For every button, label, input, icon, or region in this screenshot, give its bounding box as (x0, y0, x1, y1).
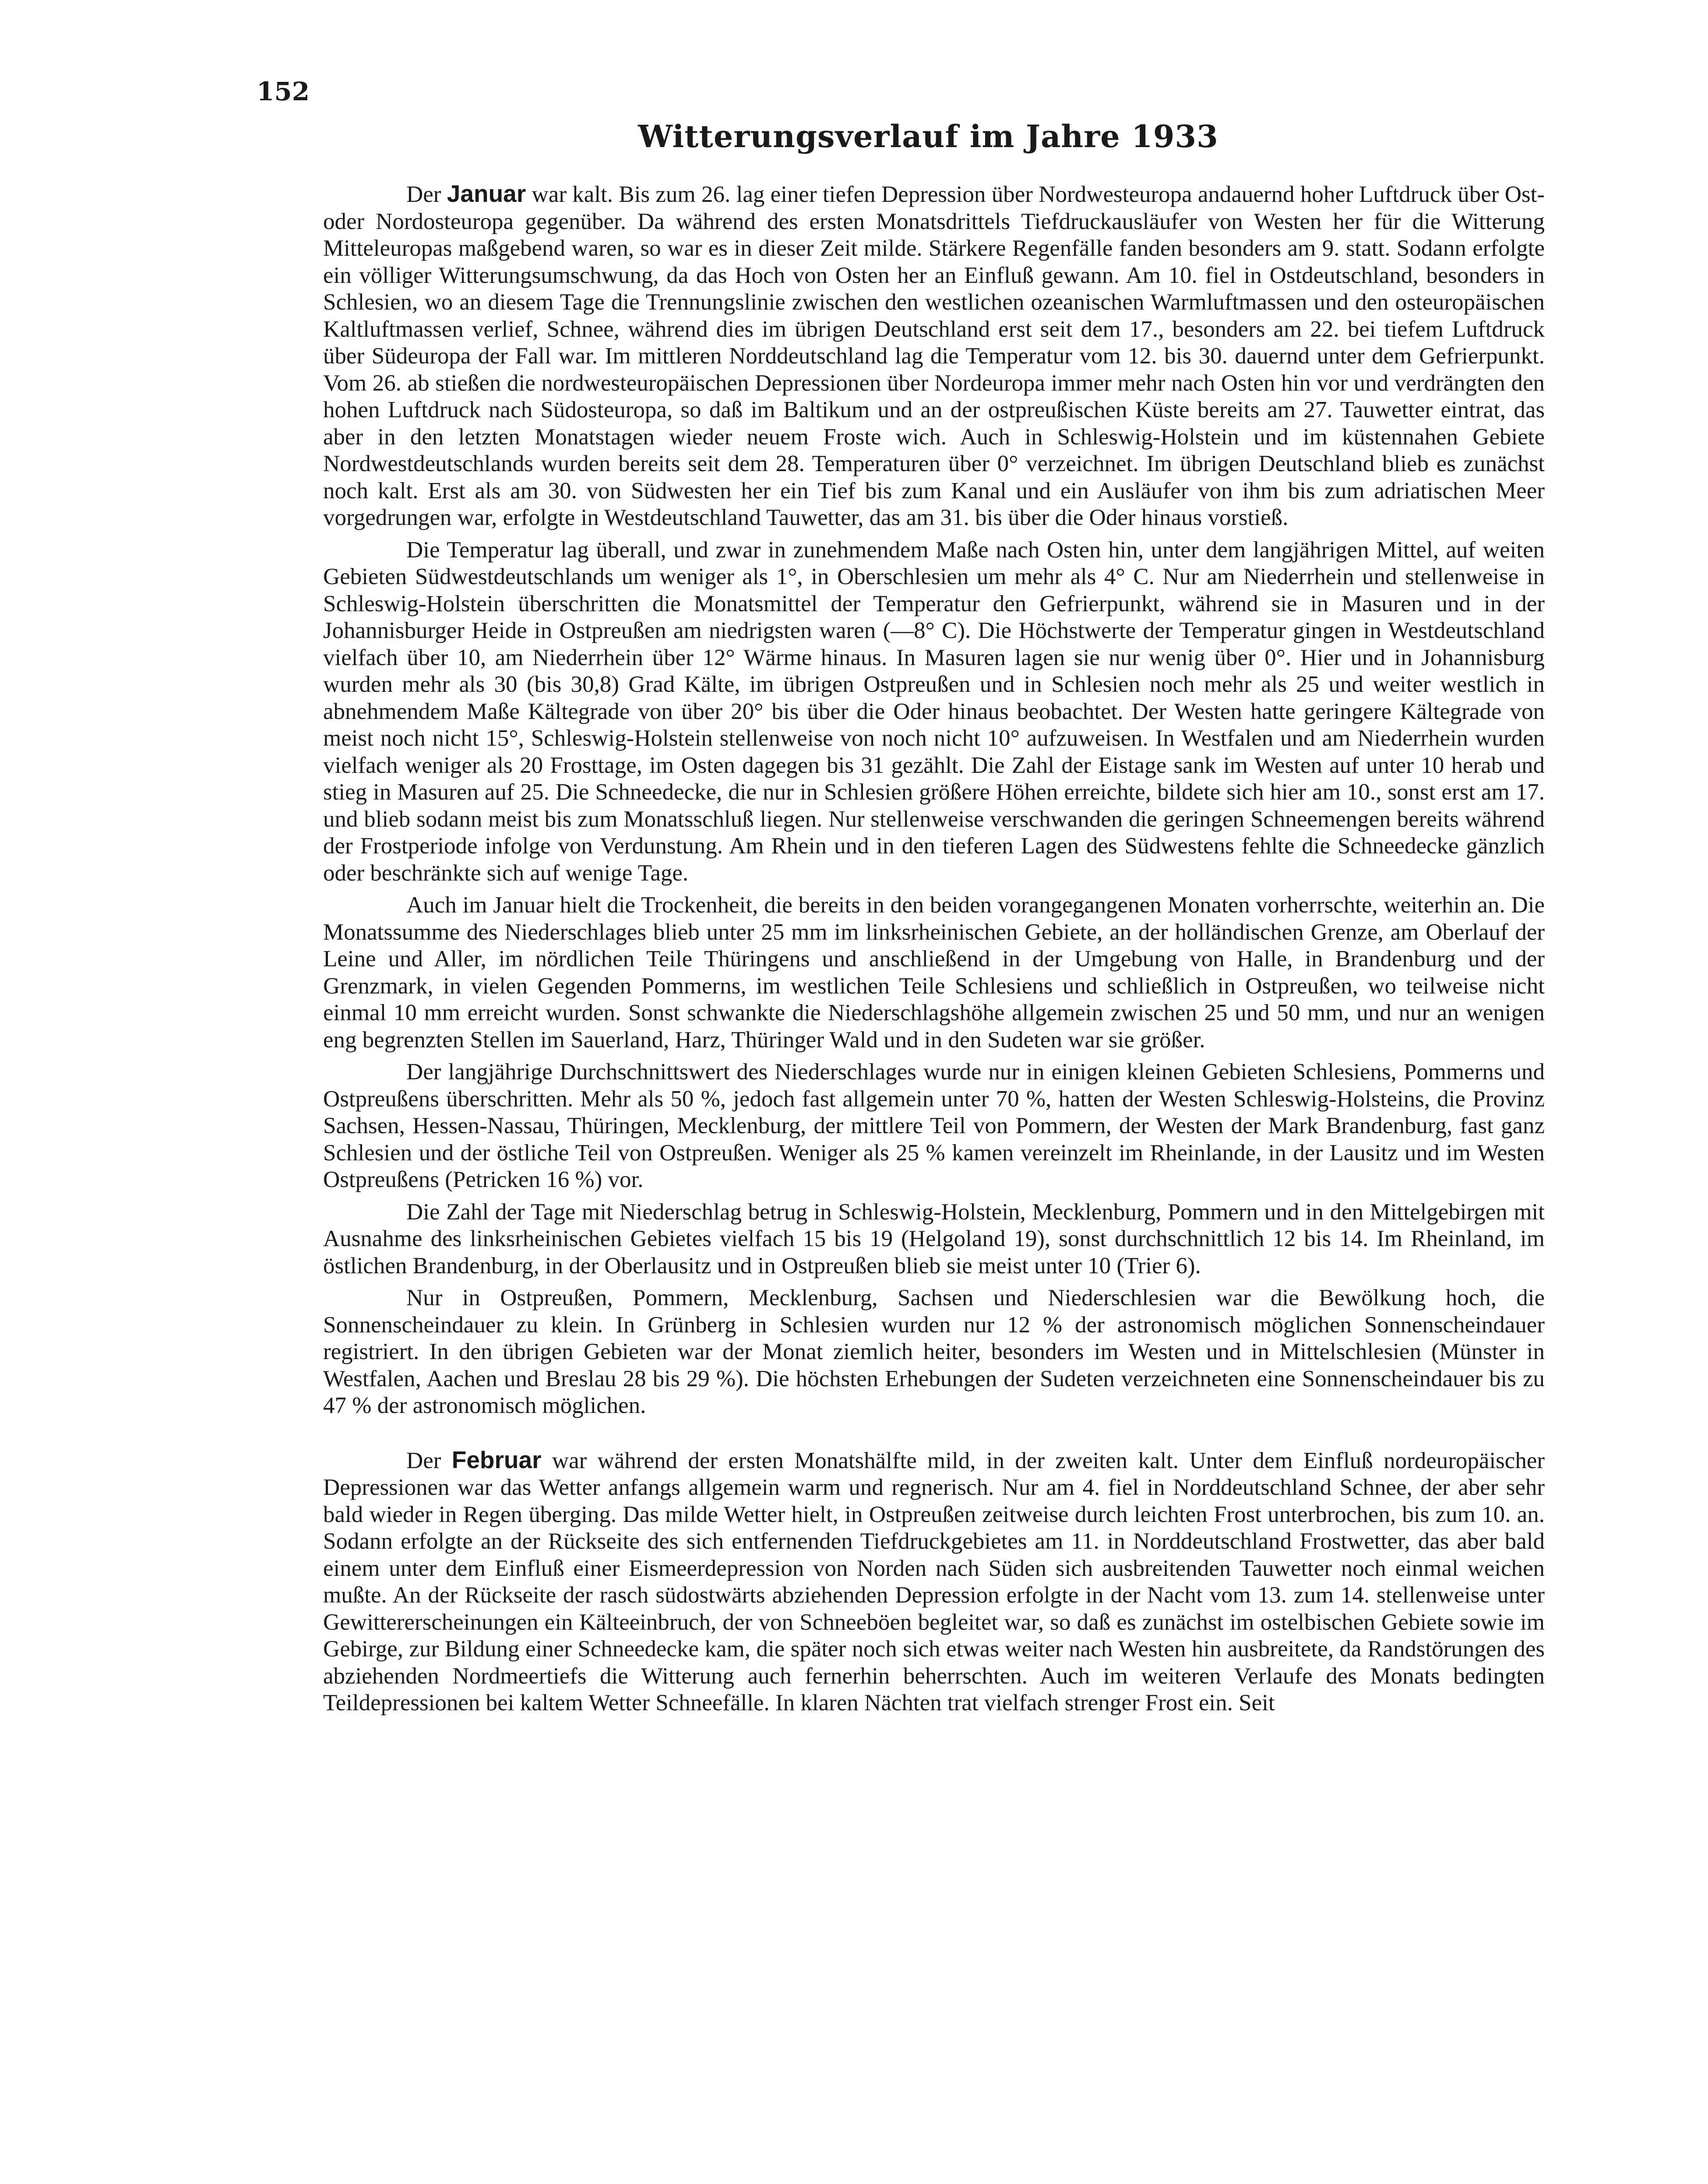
paragraph-januar-3: Auch im Januar hielt die Trockenheit, die bereits in den beiden vorangegangenen Monaten vorherrschte, weiterhin an. Die Monatssumme des Niederschlages blieb unter 25 mm im linksrheinischen Gebiete, an der holländischen Grenze, am Oberlauf der Leine und Aller, im nördlichen Teile Thüringens und anschließend in der Umgebung von Halle, in Brandenburg und der Grenzmark, in vielen Gegenden Pommerns, im westlichen Teile Schlesiens und schließlich in Ostpreußen, wo teilweise nicht einmal 10 mm erreicht wurden. Sonst schwankte die Niederschlagshöhe allgemein zwischen 25 und 50 mm, und nur an wenigen eng begrenzten Stellen im Sauerland, Harz, Thüringer Wald und in den Sudeten war sie größer. (323, 892, 1545, 1053)
paragraph-lead: Der (406, 1448, 452, 1473)
paragraph-februar-1 (323, 1447, 1545, 1717)
paragraph-januar-6: Nur in Ostpreußen, Pommern, Mecklenburg, Sachsen und Niederschlesien war die Bewölkung hoch, die Sonnenscheindauer zu klein. In Grünberg in Schlesien wurden nur 12 % der astronomisch möglichen Sonnenscheindauer registriert. In den übrigen Gebieten war der Monat ziemlich heiter, besonders im Westen und in Mittelschlesien (Münster in Westfalen, Aachen und Breslau 28 bis 29 %). Die höchsten Erhebungen der Sudeten verzeichneten eine Sonnenscheindauer bis zu 47 % der astronomisch möglichen. (323, 1285, 1545, 1418)
article-body (323, 180, 1545, 1722)
paragraph-januar-1 (323, 180, 1545, 532)
page-title: Witterungsverlauf im Jahre 1933 (638, 118, 1218, 155)
paragraph-text: war während der ersten Monatshälfte mild, in der zweiten kalt. Unter dem Einfluß nordeuropäischer Depressionen war das Wetter anfangs allgemein warm und regnerisch. Nur am 4. fiel in Norddeutschland Schnee, der aber sehr bald wieder in Regen überging. Das milde Wetter hielt, in Ostpreußen zeitweise durch leichten Frost unterbrochen, bis zum 10. an. Sodann erfolgte an der Rückseite des sich entfernenden Tiefdruckgebietes am 11. in Norddeutschland Frostwetter, das aber bald einem unter dem Einfluß einer Eismeerdepression von Norden nach Süden sich ausbreitenden Tauwetter noch einmal weichen mußte. An der Rückseite der rasch südostwärts abziehenden Depression erfolgte in der Nacht vom 13. zum 14. stellenweise unter Gewittererscheinungen ein Kälteeinbruch, der von Schneeböen begleitet war, so daß es zunächst im ostelbischen Gebiete sowie im Gebirge, zur Bildung einer Schneedecke kam, die später noch sich etwas weiter nach Westen hin ausbreitete, da Randstörungen des abziehenden Nordmeertiefs die Witterung auch fernerhin beherrschten. Auch im weiteren Verlaufe des Monats bedingten Teildepressionen bei kaltem Wetter Schneefälle. In klaren Nächten trat vielfach strenger Frost ein. Seit (323, 1448, 1545, 1715)
paragraph-lead: Der (406, 182, 447, 207)
paragraph-text: war kalt. Bis zum 26. lag einer tiefen Depression über Nordwesteuropa andauernd hoher Luftdruck über Ost- oder Nordosteuropa gegenüber. Da während des ersten Monatsdrittels Tiefdruckausläufer von Westen her für die Witterung Mitteleuropas maßgebend waren, so war es in dieser Zeit milde. Stärkere Regenfälle fanden besonders am 9. statt. Sodann erfolgte ein völliger Witterungsumschwung, da das Hoch von Osten her an Einfluß gewann. Am 10. fiel in Ostdeutschland, besonders in Schlesien, wo an diesem Tage die Trennungslinie zwischen den westlichen ozeanischen Warmluftmassen und den osteuropäischen Kaltluftmassen verlief, Schnee, während dies im übrigen Deutschland erst seit dem 17., besonders am 22. bei tiefem Luftdruck über Südeuropa der Fall war. Im mittleren Norddeutschland lag die Temperatur vom 12. bis 30. dauernd unter dem Gefrierpunkt. Vom 26. ab stießen die nordwesteuropäischen Depressionen über Nordeuropa immer mehr nach Osten hin vor und verdrängten den hohen Luftdruck nach Südosteuropa, so daß im Baltikum und an der ostpreußischen Küste bereits am 27. Tauwetter eintrat, das aber in den letzten Monatstagen wieder neuem Froste wich. Auch in Schleswig-Holstein und im küstennahen Gebiete Nordwestdeutschlands wurden bereits seit dem 28. Temperaturen über 0° verzeichnet. Im übrigen Deutschland blieb es zunächst noch kalt. Erst als am 30. von Südwesten her ein Tief bis zum Kanal und ein Ausläufer von ihm bis zum adriatischen Meer vorgedrungen war, erfolgte in Westdeutschland Tauwetter, das am 31. bis über die Oder hinaus vorstieß. (323, 182, 1545, 530)
month-heading-februar: Februar (451, 1446, 542, 1473)
paragraph-januar-5: Die Zahl der Tage mit Niederschlag betrug in Schleswig-Holstein, Mecklenburg, Pommern und in den Mittelgebirgen mit Ausnahme des linksrheinischen Gebietes vielfach 15 bis 19 (Helgoland 19), sonst durchschnittlich 12 bis 14. Im Rheinland, im östlichen Brandenburg, in der Oberlausitz und in Ostpreußen blieb sie meist unter 10 (Trier 6). (323, 1199, 1545, 1279)
paragraph-januar-2: Die Temperatur lag überall, und zwar in zunehmendem Maße nach Osten hin, unter dem langjährigen Mittel, auf weiten Gebieten Südwestdeutschlands um weniger als 1°, in Oberschlesien um mehr als 4° C. Nur am Niederrhein und stellenweise in Schleswig-Holstein überschritten die Monatsmittel der Temperatur den Gefrierpunkt, während sie in Masuren und in der Johannisburger Heide in Ostpreußen am niedrigsten waren (—8° C). Die Höchstwerte der Temperatur gingen in Westdeutschland vielfach über 10, am Niederrhein über 12° Wärme hinaus. In Masuren lagen sie nur wenig über 0°. Hier und in Johannisburg wurden mehr als 30 (bis 30,8) Grad Kälte, im übrigen Ostpreußen und in Schlesien noch mehr als 25 und weiter westlich in abnehmendem Maße Kältegrade von über 20° bis über die Oder hinaus beobachtet. Der Westen hatte geringere Kältegrade von meist noch nicht 15°, Schleswig-Holstein stellenweise von noch nicht 10° aufzuweisen. In Westfalen und am Niederrhein wurden vielfach weniger als 20 Frosttage, im Osten dagegen bis 31 gezählt. Die Zahl der Eistage sank im Westen auf unter 10 herab und stieg in Masuren auf 25. Die Schneedecke, die nur in Schlesien größere Höhen erreichte, bildete sich hier am 10., sonst erst am 17. und blieb sodann meist bis zum Monatsschluß liegen. Nur stellenweise verschwanden die geringen Schneemengen bereits während der Frostperiode infolge von Verdunstung. Am Rhein und in den tieferen Lagen des Südwestens fehlte die Schneedecke gänzlich oder beschränkte sich auf wenige Tage. (323, 537, 1545, 886)
page-number: 152 (257, 77, 310, 106)
month-heading-januar: Januar (447, 180, 526, 207)
paragraph-januar-4: Der langjährige Durchschnittswert des Niederschlages wurde nur in einigen kleinen Gebieten Schlesiens, Pommerns und Ostpreußens überschritten. Mehr als 50 %, jedoch fast allgemein unter 70 %, hatten der Westen Schleswig-Holsteins, die Provinz Sachsen, Hessen-Nassau, Thüringen, Mecklenburg, der mittlere Teil von Pommern, der Westen der Mark Brandenburg, fast ganz Schlesien und der östliche Teil von Ostpreußen. Weniger als 25 % kamen vereinzelt im Rheinlande, in der Lausitz und im Westen Ostpreußens (Petricken 16 %) vor. (323, 1059, 1545, 1192)
